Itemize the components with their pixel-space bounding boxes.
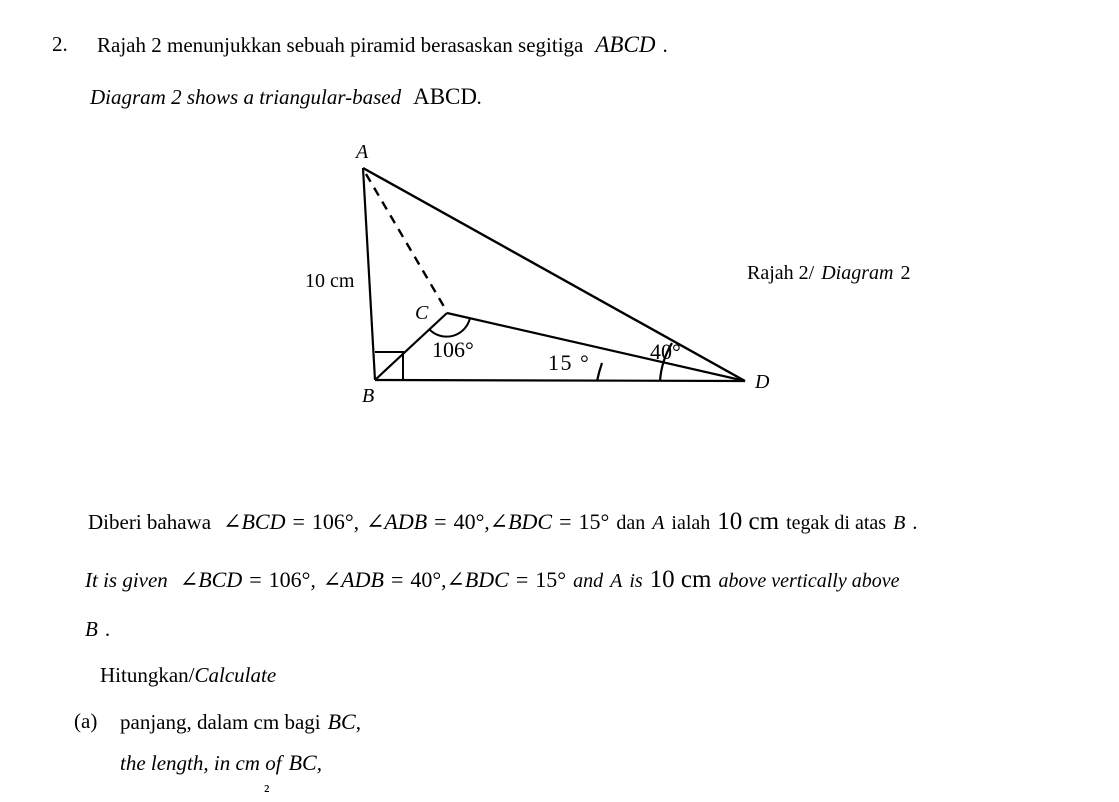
vertex-label-A: A <box>356 141 369 163</box>
vertex-label-B: B <box>362 385 375 407</box>
given-malay-period: . <box>912 510 918 534</box>
edge-length-label-AB: 10 cm <box>305 270 355 292</box>
diagram-caption-prefix: Rajah 2/ <box>747 262 815 284</box>
given-english-var-a: A <box>610 570 623 592</box>
given-english-continuation <box>85 617 110 642</box>
part-a-english <box>120 750 322 776</box>
given-malay-dan: dan <box>616 512 646 534</box>
question-statement-english-period: . <box>477 85 483 109</box>
angle-arc-C <box>430 318 470 337</box>
given-english-comma-1: , <box>310 568 316 592</box>
part-a-english-text: the length, in cm of <box>120 751 282 775</box>
given-malay-angle-bdc: ∠BDC <box>489 509 553 534</box>
given-english-value-15: 15° <box>535 567 567 592</box>
given-english-tail: above vertically above <box>718 570 900 592</box>
given-english-prefix: It is given <box>85 568 168 592</box>
angle-label-106: 106° <box>432 337 474 362</box>
given-malay-tail: tegak di atas <box>786 512 887 534</box>
given-malay-value-40: 40° <box>453 509 485 534</box>
given-english-final-period: . <box>104 617 111 641</box>
given-malay-equals-3: = <box>559 509 572 534</box>
given-english-var-b: B <box>85 617 98 641</box>
vertex-label-C: C <box>415 302 429 324</box>
given-english-value-106: 106° <box>268 567 311 592</box>
given-english-comma-2: , <box>441 568 447 592</box>
question-statement-malay-math: ABCD <box>595 32 656 57</box>
edge-BD <box>375 380 745 381</box>
question-statement-english-text: Diagram 2 shows a triangular-based <box>90 85 402 109</box>
given-english-length: 10 cm <box>649 566 712 593</box>
angle-arc-D-inner <box>597 363 602 381</box>
given-malay-var-a: A <box>652 512 665 534</box>
edge-AB <box>363 168 375 380</box>
calculate-instruction-malay: Hitungkan/ <box>100 663 195 687</box>
given-english-equals-2: = <box>390 567 404 592</box>
given-english-angle-bdc: ∠BDC <box>446 567 509 592</box>
given-malay-length: 10 cm <box>717 508 780 535</box>
diagram-caption-italic: Diagram <box>821 262 894 284</box>
given-statement-english <box>85 566 899 594</box>
question-number: 2. <box>52 32 68 56</box>
part-a-english-comma: , <box>316 751 322 775</box>
given-malay-comma-2: , <box>484 510 490 534</box>
given-malay-prefix: Diberi bahawa <box>88 510 212 534</box>
given-malay-value-106: 106° <box>311 509 354 534</box>
given-english-equals-3: = <box>515 567 529 592</box>
diagram-caption-suffix: 2 <box>900 262 911 284</box>
given-malay-var-b: B <box>893 512 906 534</box>
question-statement-english-math: ABCD <box>413 84 478 109</box>
question-statement-malay-text: Rajah 2 menunjukkan sebuah piramid berasaskan segitiga <box>97 33 584 57</box>
given-english-is: is <box>629 570 643 592</box>
clipped-next-line-glyph: ² <box>264 781 270 801</box>
part-a-english-math: BC <box>288 750 317 775</box>
given-english-and: and <box>573 570 604 592</box>
angle-label-40: 40° <box>650 339 681 364</box>
given-malay-angle-bcd: ∠BCD <box>223 509 286 534</box>
given-malay-comma-1: , <box>353 510 359 534</box>
given-english-angle-adb: ∠ADB <box>322 567 384 592</box>
edge-CD <box>447 313 745 381</box>
given-english-value-40: 40° <box>410 567 442 592</box>
part-a-malay-math: BC <box>327 709 356 734</box>
part-a-malay-text: panjang, dalam cm bagi <box>120 710 321 734</box>
calculate-instruction-english: Calculate <box>194 663 277 687</box>
edge-AC-hidden <box>366 174 446 310</box>
given-malay-equals-2: = <box>434 509 447 534</box>
given-english-angle-bcd: ∠BCD <box>179 567 243 592</box>
part-a-malay <box>120 709 361 735</box>
given-malay-value-15: 15° <box>578 509 610 534</box>
given-statement-malay <box>88 508 918 536</box>
given-malay-ialah: ialah <box>671 512 711 534</box>
part-label-a: (a) <box>74 709 98 733</box>
given-malay-equals-1: = <box>292 509 305 534</box>
vertex-label-D: D <box>755 371 770 393</box>
part-a-malay-comma: , <box>355 710 361 734</box>
given-malay-angle-adb: ∠ADB <box>365 509 428 534</box>
given-english-equals-1: = <box>249 567 262 592</box>
question-statement-malay-period: . <box>662 33 668 57</box>
angle-label-15: 15 ° <box>548 350 591 375</box>
diagram-caption <box>747 262 910 285</box>
calculate-instruction <box>100 663 276 688</box>
